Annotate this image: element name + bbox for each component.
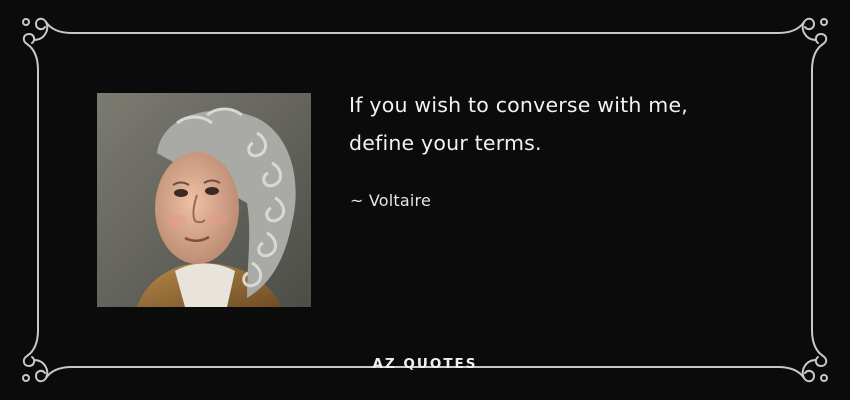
quote-author: ~ Voltaire: [350, 191, 432, 210]
author-portrait: [97, 93, 311, 307]
azquotes-logo: AZ QUOTES: [372, 356, 478, 372]
quote-line-2: define your terms.: [349, 131, 542, 155]
quote-text: [349, 86, 799, 162]
voltaire-portrait-icon: [97, 93, 311, 307]
quote-line-1: If you wish to converse with me,: [349, 93, 689, 117]
